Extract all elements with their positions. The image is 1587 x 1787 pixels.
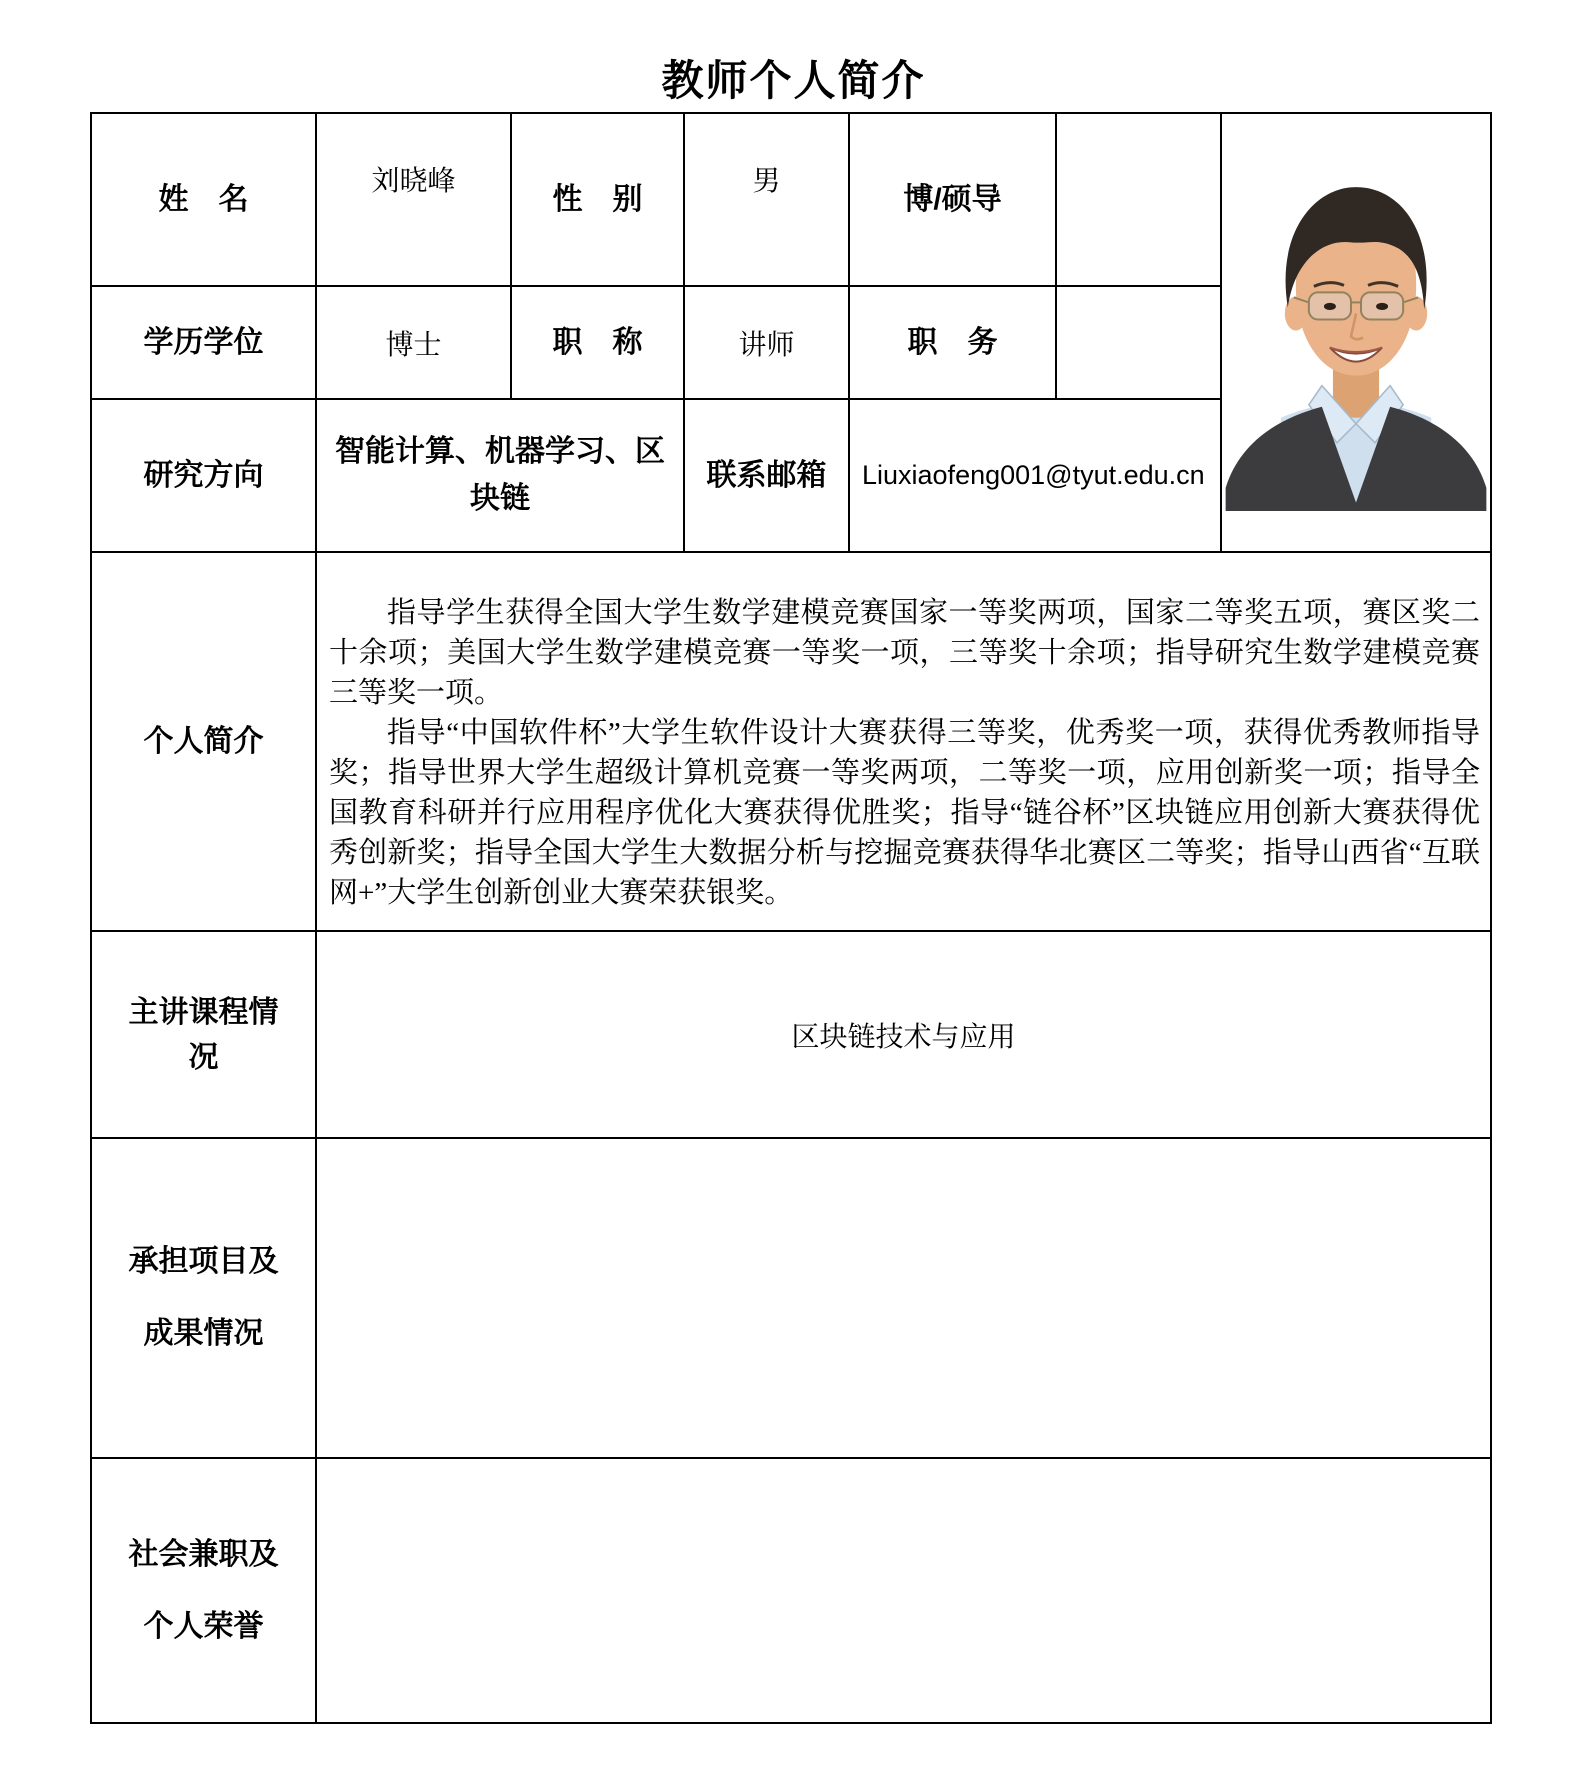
eye-left — [1324, 302, 1336, 309]
research-direction-label: 研究方向 — [91, 399, 316, 552]
job-title-value: 讲师 — [684, 286, 849, 399]
gender-value: 男 — [684, 113, 849, 286]
courses-label — [91, 931, 316, 1138]
name-value: 刘晓峰 — [316, 113, 511, 286]
bio-label: 个人简介 — [91, 552, 316, 931]
teacher-portrait-photo — [1225, 155, 1487, 511]
position-value-empty — [1056, 286, 1221, 399]
honors-value-empty — [316, 1458, 1491, 1723]
supervisor-label: 博/硕导 — [849, 113, 1056, 286]
eye-right — [1376, 302, 1388, 309]
bio-paragraph-1: 指导学生获得全国大学生数学建模竞赛国家一等奖两项，国家二等奖五项，赛区奖二十余项；美国大学生数学建模竞赛一等奖一项，三等奖十余项；指导研究生数学建模竞赛三等奖一项。 — [329, 597, 1480, 709]
projects-label — [91, 1138, 316, 1458]
honors-label-line-2: 个人荣誉 — [143, 1609, 264, 1643]
table-row-basic-info — [91, 113, 1491, 286]
bio-paragraph-2: 指导“中国软件杯”大学生软件设计大赛获得三等奖，优秀奖一项，获得优秀教师指导奖；指导世界大学生超级计算机竞赛一等奖两项，二等奖一项，应用创新奖一项；指导全国教育科研并行应用程序优化大赛获得优胜奖；指导“链谷杯”区块链应用创新大赛获得优秀创新奖；指导全国大学生大数据分析与挖掘竞赛获得华北赛区二等奖；指导山西省“互联网+”大学生创新创业大赛荣获银奖。 — [329, 717, 1480, 909]
honors-label — [91, 1458, 316, 1723]
table-row-courses — [91, 931, 1491, 1138]
table-row-honors — [91, 1458, 1491, 1723]
job-title-label: 职 称 — [511, 286, 684, 399]
photo-cell — [1221, 113, 1491, 552]
courses-label-line-1: 主讲课程情 — [128, 995, 279, 1029]
table-row-projects — [91, 1138, 1491, 1458]
gender-label: 性 别 — [511, 113, 684, 286]
degree-value: 博士 — [316, 286, 511, 399]
projects-label-line-2: 成果情况 — [143, 1317, 264, 1350]
teacher-profile-table — [90, 112, 1492, 1724]
courses-label-line-2: 况 — [188, 1040, 219, 1074]
email-value: Liuxiaofeng001@tyut.edu.cn — [849, 399, 1221, 552]
email-label: 联系邮箱 — [684, 399, 849, 552]
courses-value: 区块链技术与应用 — [316, 931, 1491, 1138]
table-row-bio — [91, 552, 1491, 931]
honors-label-line-1: 社会兼职及 — [128, 1537, 279, 1571]
page-title: 教师个人简介 — [661, 57, 926, 104]
name-label: 姓 名 — [91, 113, 316, 286]
supervisor-value-empty — [1056, 113, 1221, 286]
projects-label-line-1: 承担项目及 — [128, 1245, 279, 1278]
projects-value-empty — [316, 1138, 1491, 1458]
position-label: 职 务 — [849, 286, 1056, 399]
bio-content — [316, 552, 1491, 931]
degree-label: 学历学位 — [91, 286, 316, 399]
research-direction-value: 智能计算、机器学习、区块链 — [316, 399, 684, 552]
